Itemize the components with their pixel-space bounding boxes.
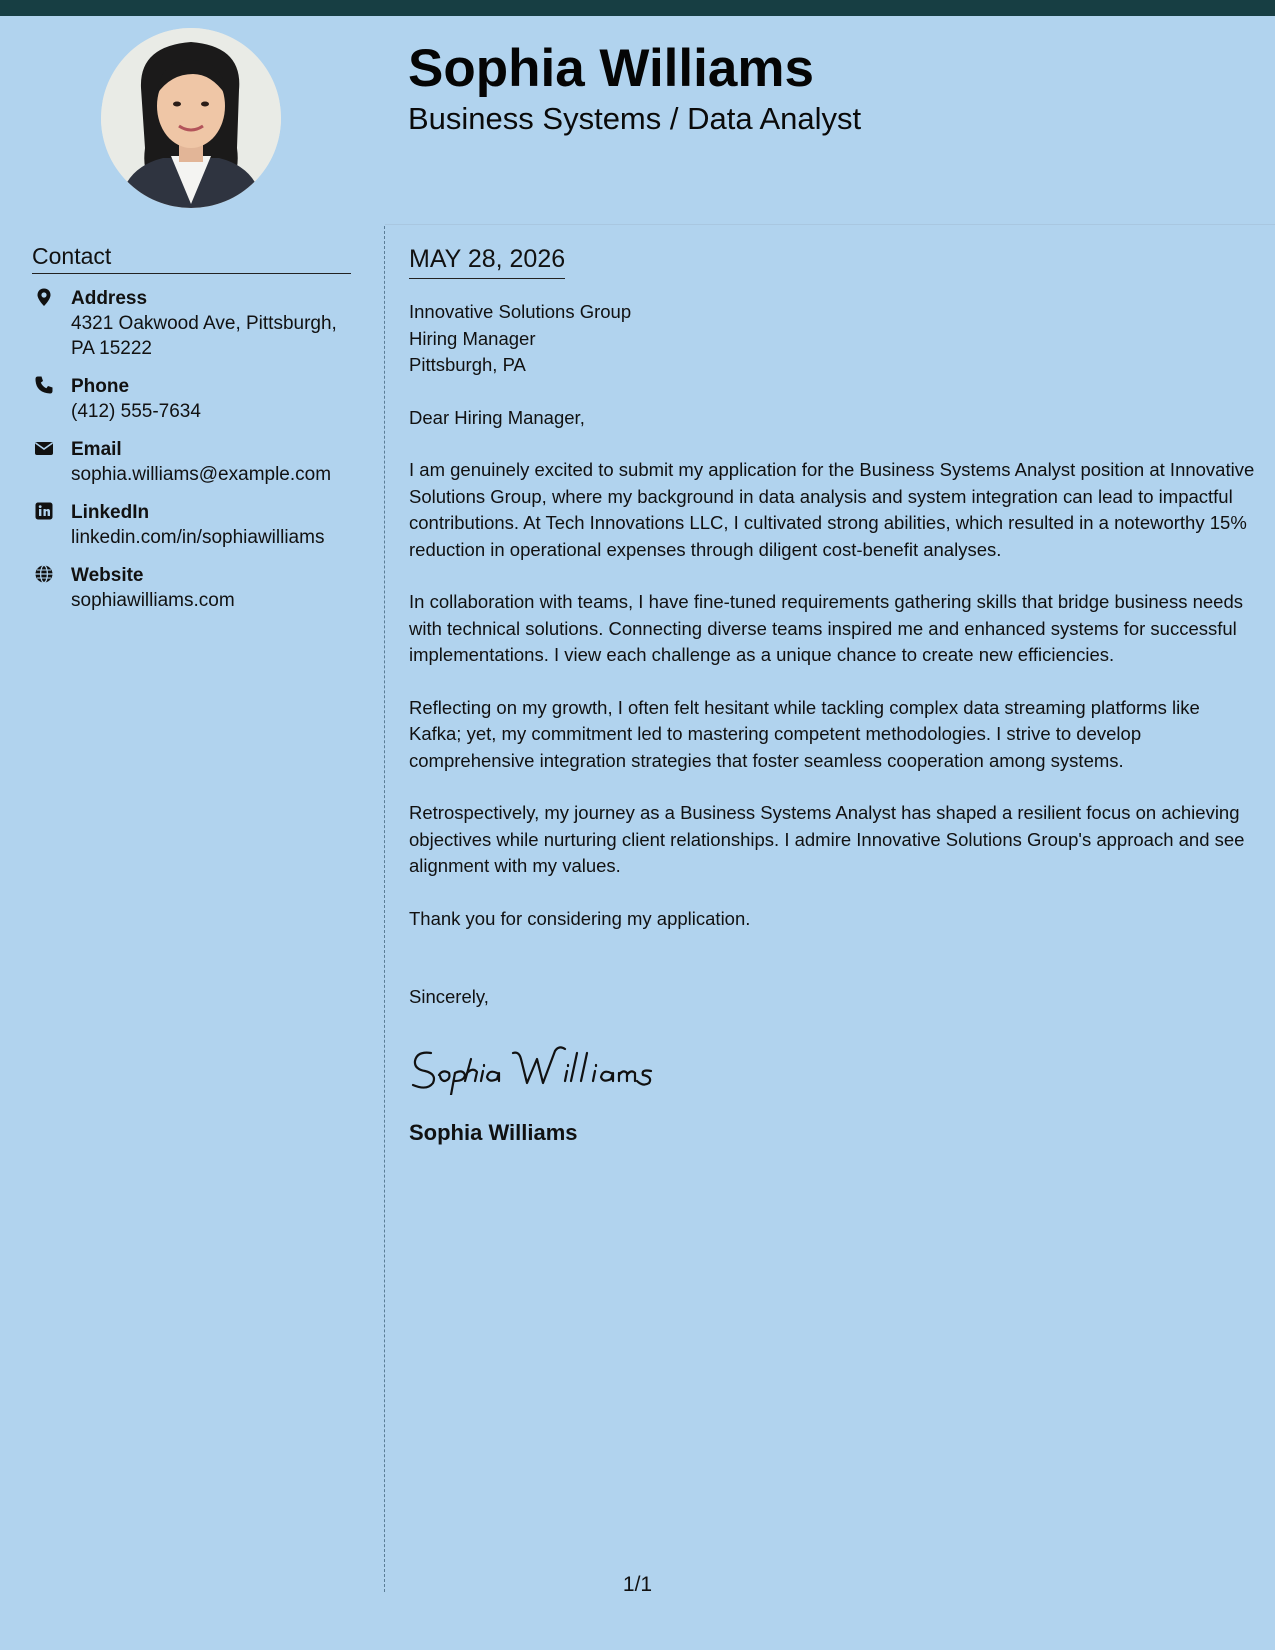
phone-icon <box>34 375 54 395</box>
website-link[interactable]: sophiawilliams.com <box>71 590 235 611</box>
column-divider <box>384 226 385 1592</box>
map-pin-icon <box>34 287 54 307</box>
recipient-role: Hiring Manager <box>409 327 536 349</box>
linkedin-link[interactable]: linkedin.com/in/sophiawilliams <box>71 527 325 548</box>
handwritten-signature <box>409 1039 1255 1095</box>
top-bar <box>0 0 1275 16</box>
globe-icon <box>34 564 54 584</box>
contact-phone: Phone (412) 555-7634 <box>32 374 351 424</box>
page-number: 1/1 <box>622 1573 653 1596</box>
contact-website: Website sophiawilliams.com <box>32 563 351 613</box>
candidate-name: Sophia Williams <box>408 39 814 98</box>
header-divider <box>385 224 1275 225</box>
body-paragraph: Thank you for considering my application. <box>409 907 751 929</box>
contact-email: Email sophia.williams@example.com <box>32 437 351 487</box>
email-link[interactable]: sophia.williams@example.com <box>71 464 332 485</box>
cover-letter <box>409 244 1255 1147</box>
contact-sidebar <box>32 242 351 626</box>
salutation: Dear Hiring Manager, <box>409 406 585 428</box>
body-paragraph: I am genuinely excited to submit my application for the Business Systems Analyst position at Innovative Solutions Group, where my background in data analysis and system integration can lead to impactful contributions. At Tech Innovations LLC, I cultivated strong abilities, which resulted in a noteworthy 15% reduction in operational expenses through diligent cost-benefit analyses. <box>409 459 1255 560</box>
letter-date: MAY 28, 2026 <box>409 244 565 279</box>
body-paragraph: Retrospectively, my journey as a Business Systems Analyst has shaped a resilient focus on achieving objectives while nurturing client relationships. I admire Innovative Solutions Group's approach and see alignment with my values. <box>409 802 1245 876</box>
envelope-icon <box>34 438 54 458</box>
closing: Sincerely, <box>409 986 489 1007</box>
contact-heading: Contact <box>32 242 351 274</box>
linkedin-icon <box>34 501 54 521</box>
contact-address: Address 4321 Oakwood Ave, Pittsburgh, PA 15222 <box>32 286 351 361</box>
portrait-image <box>101 28 281 208</box>
recipient-company: Innovative Solutions Group <box>409 301 632 322</box>
profile-photo <box>101 28 281 208</box>
body-paragraph: Reflecting on my growth, I often felt hesitant while tackling complex data streaming platforms like Kafka; yet, my commitment led to mastering competent methodologies. I strive to develop comprehensive integration strategies that foster seamless cooperation among systems. <box>409 696 1200 771</box>
candidate-title: Business Systems / Data Analyst <box>408 101 862 136</box>
contact-linkedin: LinkedIn linkedin.com/in/sophiawilliams <box>32 500 351 550</box>
recipient-location: Pittsburgh, PA <box>409 354 526 375</box>
signer-name: Sophia Williams <box>409 1119 578 1145</box>
contact-list <box>32 286 351 613</box>
body-paragraph: In collaboration with teams, I have fine-tuned requirements gathering skills that bridge business needs with technical solutions. Connecting diverse teams inspired me and enhanced systems for successful implementations. I view each challenge as a unique chance to create new efficiencies. <box>409 591 1243 665</box>
recipient-block <box>409 299 1255 379</box>
